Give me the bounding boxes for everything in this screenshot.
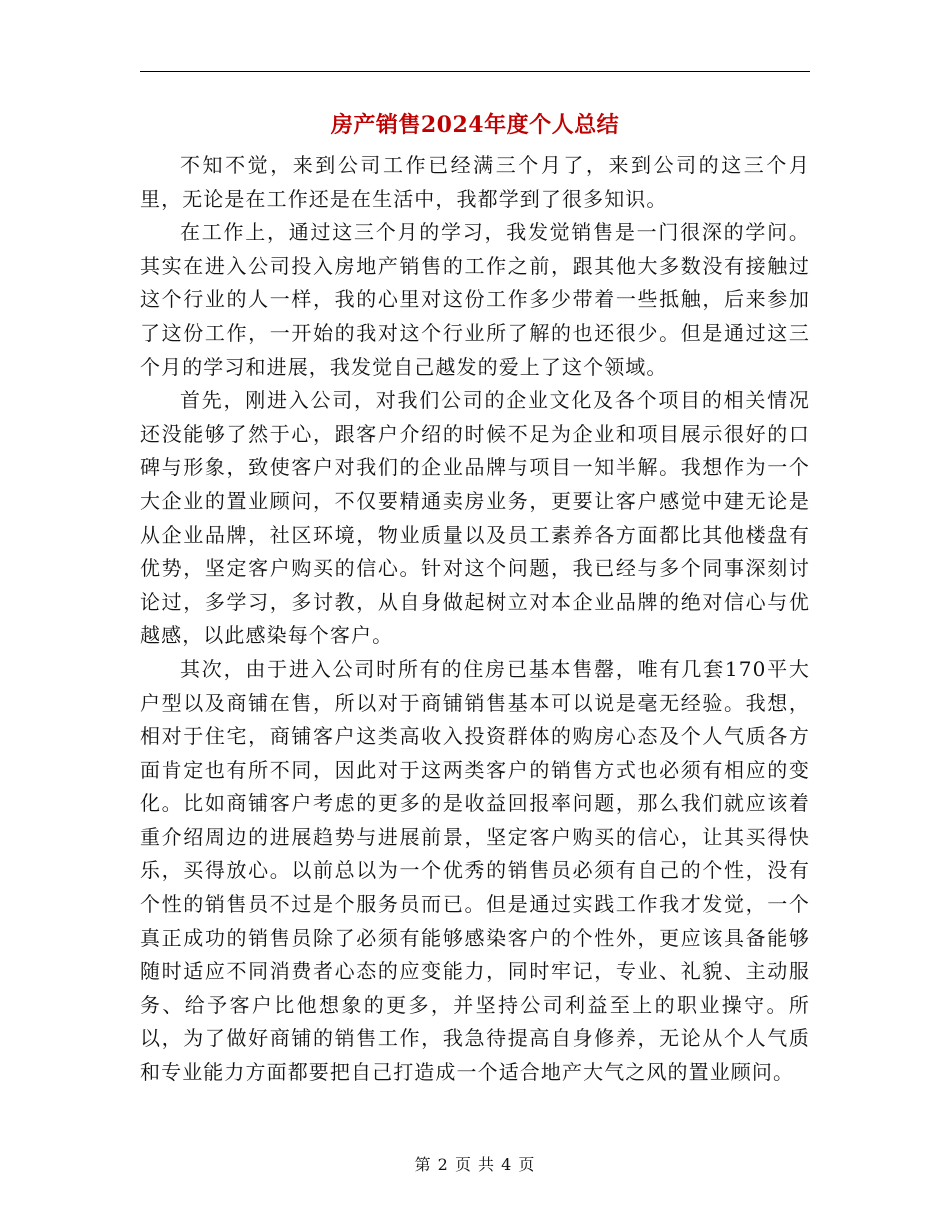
header-rule xyxy=(140,71,810,72)
paragraph-work: 在工作上，通过这三个月的学习，我发觉销售是一门很深的学问。其实在进入公司投入房地产销售的工作之前，跟其他大多数没有接触过这个行业的人一样，我的心里对这份工作多少带着一些抵触，后来参加了这份工作，一开始的我对这个行业所了解的也还很少。但是通过这三个月的学习和进展，我发觉自己越发的爱上了这个领域。 xyxy=(140,220,810,379)
page-number: 第 2 页 共 4 页 xyxy=(414,1155,536,1174)
paragraph-second: 其次，由于进入公司时所有的住房已基本售罄，唯有几套170平大户型以及商铺在售，所以对于商铺销售基本可以说是毫无经验。我想，相对于住宅，商铺客户这类高收入投资群体的购房心态及个人气质各方面肯定也有所不同，因此对于这两类客户的销售方式也必须有相应的变化。比如商铺客户考虑的更多的是收益回报率问题，那么我们就应该着重介绍周边的进展趋势与进展前景，坚定客户购买的信心，让其买得快乐，买得放心。以前总以为一个优秀的销售员必须有自己的个性，没有个性的销售员不过是个服务员而已。但是通过实践工作我才发觉，一个真正成功的销售员除了必须有能够感染客户的个性外，更应该具备能够随时适应不同消费者心态的应变能力，同时牢记，专业、礼貌、主动服务、给予客户比他想象的更多，并坚持公司利益至上的职业操守。所以，为了做好商铺的销售工作，我急待提高自身修养，无论从个人气质和专业能力方面都要把自己打造成一个适合地产大气之风的置业顾问。 xyxy=(140,656,810,1085)
paragraph-first: 首先，刚进入公司，对我们公司的企业文化及各个项目的相关情况还没能够了然于心，跟客户介绍的时候不足为企业和项目展示很好的口碑与形象，致使客户对我们的企业品牌与项目一知半解。我想作为一个大企业的置业顾问，不仅要精通卖房业务，更要让客户感觉中建无论是从企业品牌，社区环境，物业质量以及员工素养各方面都比其他楼盘有优势，坚定客户购买的信心。针对这个问题，我已经与多个同事深刻讨论过，多学习，多讨教，从自身做起树立对本企业品牌的绝对信心与优越感，以此感染每个客户。 xyxy=(140,388,810,648)
document-title: 房产销售2024年度个人总结 xyxy=(330,112,620,138)
paragraph-intro: 不知不觉，来到公司工作已经满三个月了，来到公司的这三个月里，无论是在工作还是在生活中，我都学到了很多知识。 xyxy=(140,153,810,211)
document-body xyxy=(140,149,810,1090)
